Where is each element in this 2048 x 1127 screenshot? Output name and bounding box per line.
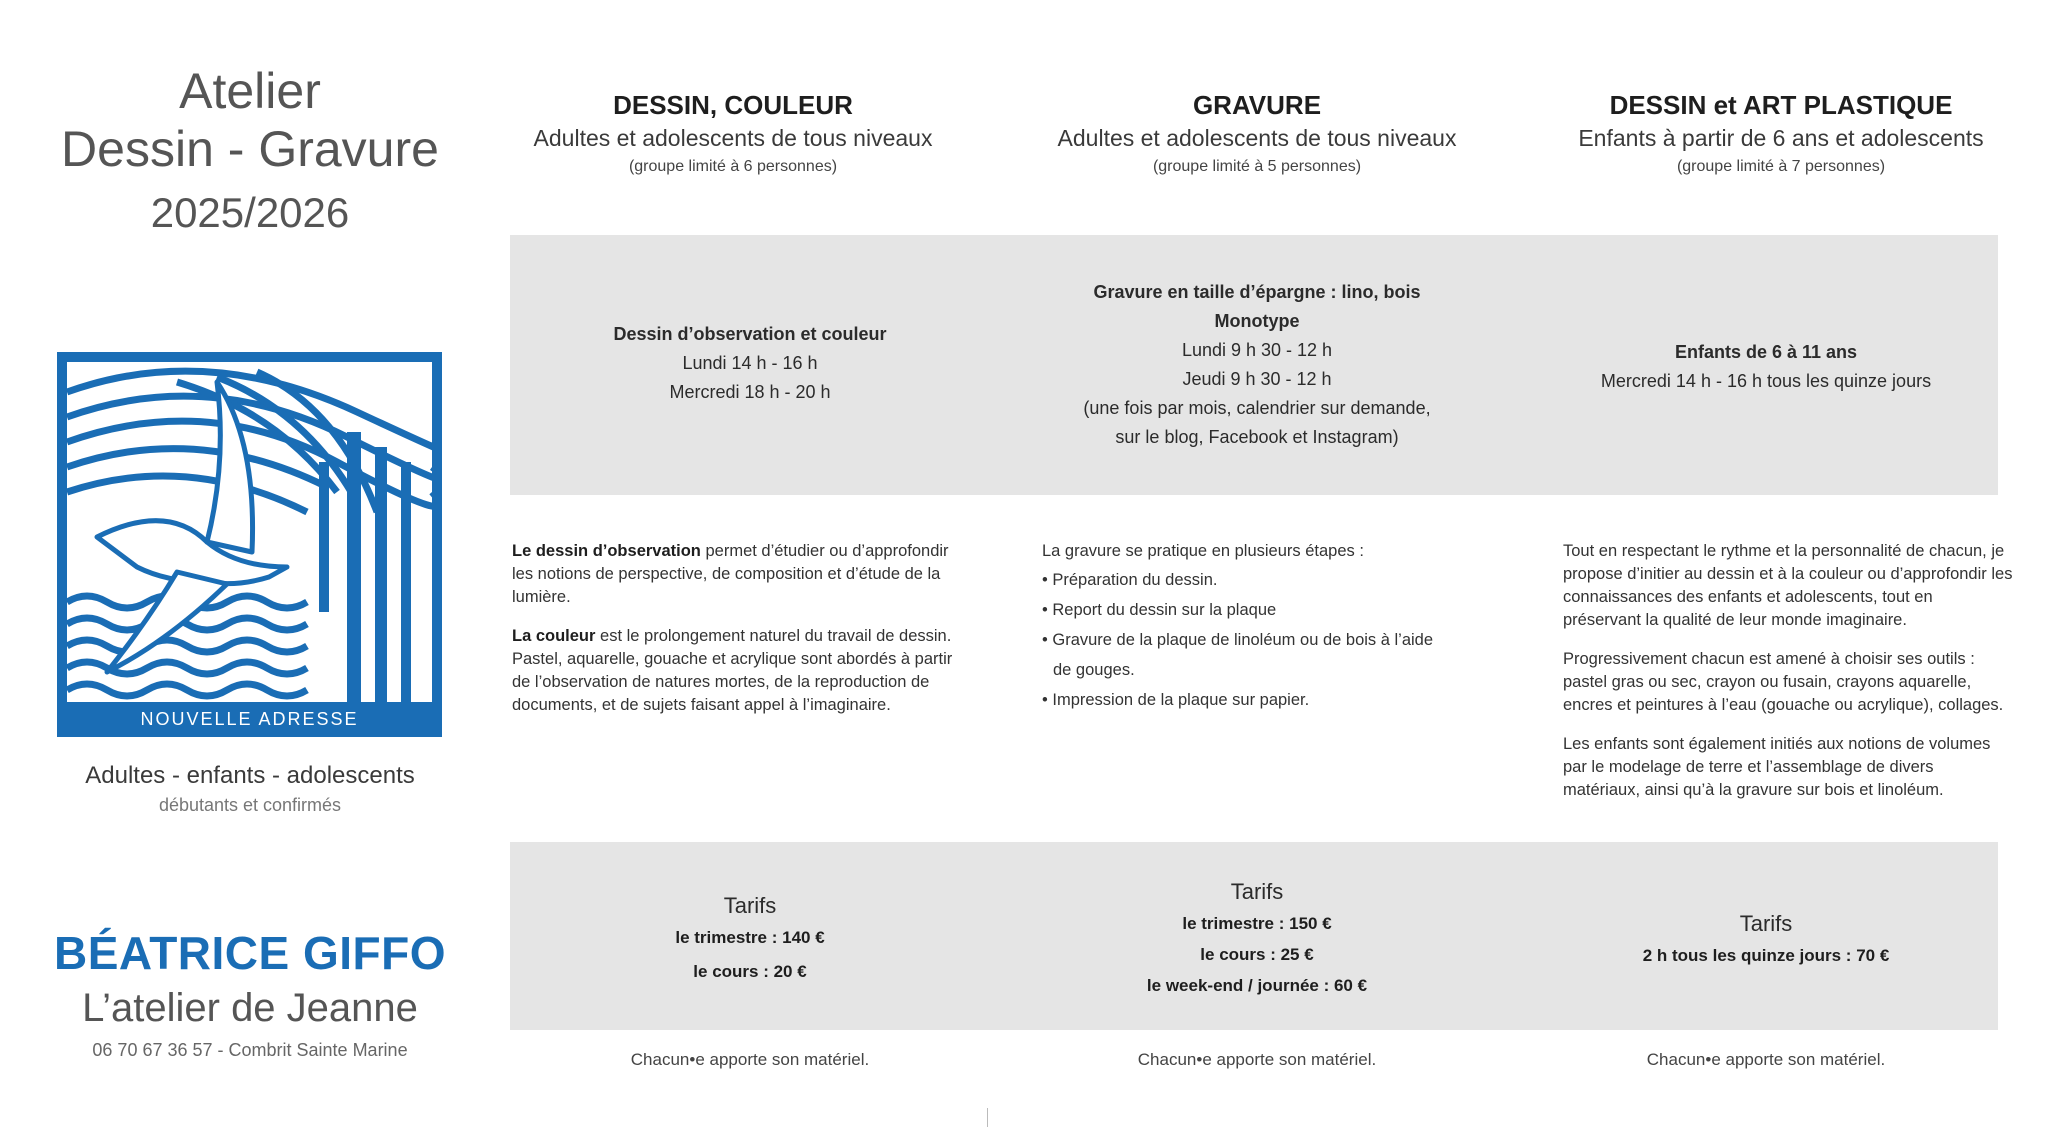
schedule-note: sur le blog, Facebook et Instagram) (1115, 427, 1399, 447)
column-title: DESSIN et ART PLASTIQUE (1609, 90, 1953, 120)
fold-divider (987, 1108, 988, 1127)
description-bold: Le dessin d’observation (512, 542, 701, 560)
tarifs-title: Tarifs (1739, 911, 1793, 936)
tarifs-title: Tarifs (723, 893, 777, 918)
steps-list (1042, 569, 1482, 711)
logo-caption: NOUVELLE ADRESSE (140, 709, 359, 729)
description-gravure (1042, 540, 1482, 719)
column-header-dessin (463, 88, 1003, 180)
description-bold: La couleur (512, 627, 596, 645)
schedule-line: Jeudi 9 h 30 - 12 h (1182, 369, 1332, 389)
description-paragraph (512, 540, 962, 609)
contact-line: 06 70 67 36 57 - Combrit Sainte Marine (92, 1040, 408, 1060)
column-subtitle: Enfants à partir de 6 ans et adolescents (1578, 125, 1984, 151)
schedule-subtitle: Monotype (1214, 311, 1300, 331)
list-item: • Impression de la plaque sur papier. (1042, 691, 1310, 709)
tarif-line: le cours : 25 € (1200, 945, 1314, 964)
description-text: permet d’étudier ou d’approfondir les notions de perspective, de composition et d’étude de la lumière. (512, 542, 949, 606)
tarif-line: le trimestre : 140 € (675, 928, 825, 947)
description-text: est le prolongement naturel du travail de dessin. Pastel, aquarelle, gouache et acrylique sont abordés à partir de l’observation de natures mortes, de la reproduction de documents, et de sujets faisant appel à l’imaginaire. (512, 627, 953, 714)
tarifs-dessin (515, 890, 985, 987)
schedule-line: Mercredi 14 h - 16 h tous les quinze jours (1600, 371, 1932, 391)
tarifs-gravure (1022, 876, 1492, 1001)
description-paragraph: Progressivement chacun est amené à choisir ses outils : pastel gras ou sec, crayon ou fusain, crayons aquarelle, encres et peintures à l’eau (gouache ou acrylique), collages. (1563, 650, 2004, 714)
title-line-2: Dessin - Gravure (61, 121, 439, 177)
schedule-title: Dessin d’observation et couleur (613, 324, 887, 344)
tarifs-title: Tarifs (1230, 879, 1284, 904)
tarif-line: 2 h tous les quinze jours : 70 € (1642, 946, 1890, 965)
seagull-logo-icon (57, 352, 442, 737)
list-item: de gouges. (1053, 661, 1135, 679)
materiel-note-gravure: Chacun•e apporte son matériel. (1137, 1050, 1377, 1069)
column-header-art-plastique (1511, 88, 2048, 180)
description-paragraph (512, 625, 962, 717)
atelier-name: L’atelier de Jeanne (82, 986, 418, 1030)
column-header-gravure (987, 88, 1527, 180)
description-art-plastique (1563, 540, 2013, 818)
tarif-line: le trimestre : 150 € (1182, 914, 1332, 933)
title-line-1: Atelier (179, 63, 321, 119)
tarifs-art-plastique (1531, 908, 2001, 971)
audience-main: Adultes - enfants - adolescents (85, 762, 415, 789)
audience-block (0, 760, 500, 818)
brand-block (0, 925, 500, 1065)
materiel-note-art-plastique: Chacun•e apporte son matériel. (1646, 1050, 1886, 1069)
schedule-art-plastique (1531, 338, 2001, 396)
schedule-line: Lundi 9 h 30 - 12 h (1181, 340, 1333, 360)
schedule-note: (une fois par mois, calendrier sur demande, (1083, 398, 1431, 418)
seagull-waves-logo (57, 352, 442, 737)
description-dessin (512, 540, 962, 733)
group-limit: (groupe limité à 5 personnes) (1152, 158, 1362, 175)
season-year: 2025/2026 (150, 189, 350, 236)
tarif-line: le cours : 20 € (693, 962, 807, 981)
column-title: GRAVURE (1192, 90, 1322, 120)
description-paragraph: Tout en respectant le rythme et la personnalité de chacun, je propose d’initier au dessin et à la couleur ou d’approfondir les connaissances des enfants et adolescents, tout en préservant la qualité de leur monde imaginaire. (1563, 542, 2013, 629)
atelier-title (0, 62, 500, 246)
schedule-title: Enfants de 6 à 11 ans (1674, 342, 1858, 362)
list-item: • Préparation du dessin. (1042, 571, 1218, 589)
group-limit: (groupe limité à 7 personnes) (1676, 158, 1886, 175)
schedule-dessin (515, 320, 985, 407)
list-item: • Report du dessin sur la plaque (1042, 601, 1277, 619)
column-title: DESSIN, COULEUR (613, 90, 853, 120)
group-limit: (groupe limité à 6 personnes) (628, 158, 838, 175)
schedule-line: Lundi 14 h - 16 h (682, 353, 818, 373)
tarif-line: le week-end / journée : 60 € (1146, 976, 1368, 995)
description-intro: La gravure se pratique en plusieurs étapes : (1042, 542, 1364, 560)
materiel-note-dessin: Chacun•e apporte son matériel. (630, 1050, 870, 1069)
column-subtitle: Adultes et adolescents de tous niveaux (1057, 125, 1457, 151)
column-subtitle: Adultes et adolescents de tous niveaux (533, 125, 933, 151)
artist-name: BÉATRICE GIFFO (53, 927, 447, 979)
description-paragraph: Les enfants sont également initiés aux notions de volumes par le modelage de terre et l’assemblage de divers matériaux, ainsi qu’à la gravure sur bois et linoléum. (1563, 735, 1991, 799)
schedule-line: Mercredi 18 h - 20 h (669, 382, 831, 402)
audience-sub: débutants et confirmés (158, 795, 342, 815)
list-item: • Gravure de la plaque de linoléum ou de bois à l’aide (1042, 631, 1434, 649)
schedule-title: Gravure en taille d’épargne : lino, bois (1093, 282, 1421, 302)
schedule-gravure (1022, 278, 1492, 452)
